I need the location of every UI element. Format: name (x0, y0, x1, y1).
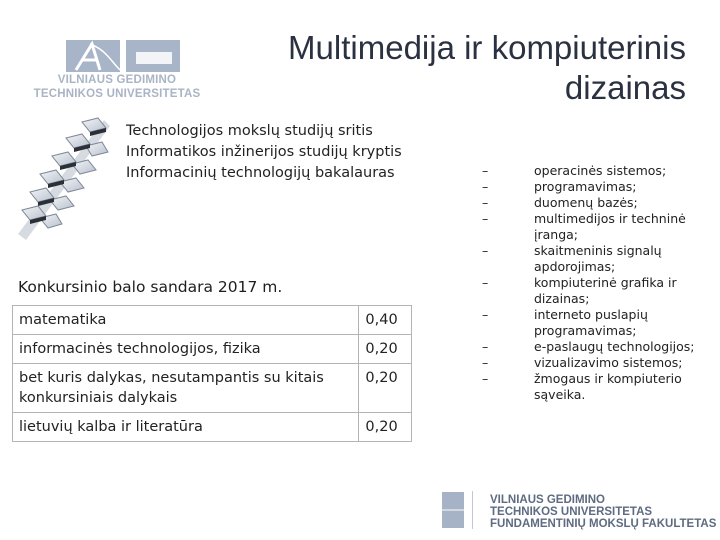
list-item-text: programavimas; (534, 179, 637, 194)
list-item (482, 275, 710, 307)
page-title-line1: Multimedija ir kompiuterinis (288, 29, 686, 66)
list-item-text: žmogaus ir kompiuterio sąveika. (534, 371, 682, 402)
score-table (12, 305, 412, 442)
list-item (482, 211, 710, 243)
dash-bullet: – (482, 307, 489, 322)
list-item (482, 339, 710, 355)
table-row (13, 306, 412, 335)
list-item-text: multimedijos ir techninė įranga; (534, 211, 686, 242)
dash-bullet: – (482, 339, 489, 354)
list-item-text: skaitmeninis signalų apdorojimas; (534, 243, 662, 274)
list-item (482, 163, 710, 179)
dash-bullet: – (482, 355, 489, 370)
dash-bullet: – (482, 179, 489, 194)
program-info (126, 121, 402, 184)
subject-cell: lietuvių kalba ir literatūra (13, 413, 359, 442)
table-row (13, 413, 412, 442)
university-logo (22, 36, 212, 106)
subject-cell: informacinės technologijos, fizika (13, 335, 359, 364)
page-title-line2: dizainas (564, 69, 686, 106)
faculty-emblem-icon (442, 492, 464, 528)
degree-name: Informacinių technologijų bakalauras (126, 165, 395, 181)
subject-cell: bet kuris dalykas, nesutampantis su kitais konkursiniais dalykais (13, 364, 359, 413)
list-item (482, 243, 710, 275)
footer-line2: TECHNIKOS UNIVERSITETAS (490, 506, 653, 518)
list-item (482, 179, 710, 195)
list-item (482, 195, 710, 211)
list-item-text: e-paslaugų technologijos; (534, 339, 695, 354)
logo-text-line2: TECHNIKOS UNIVERSITETAS (33, 88, 201, 100)
list-item-text: interneto puslapių programavimas; (534, 307, 648, 338)
weight-cell: 0,20 (359, 335, 412, 364)
weight-cell: 0,20 (359, 413, 412, 442)
dash-bullet: – (482, 243, 489, 258)
footer-line1: VILNIAUS GEDIMINO (490, 494, 606, 506)
logo-text-line1: VILNIAUS GEDIMINO (57, 74, 177, 86)
list-item (482, 307, 710, 339)
list-item (482, 355, 710, 371)
dash-bullet: – (482, 275, 489, 290)
table-row (13, 364, 412, 413)
study-direction: Informatikos inžinerijos studijų kryptis (126, 144, 402, 160)
table-row (13, 335, 412, 364)
list-item-text: kompiuterinė grafika ir dizainas; (534, 275, 677, 306)
list-item-text: operacinės sistemos; (534, 163, 667, 178)
logo-divider (472, 491, 473, 529)
dash-bullet: – (482, 211, 489, 226)
dash-bullet: – (482, 195, 489, 210)
footer-line3: FUNDAMENTINIŲ MOKSLŲ FAKULTETAS (490, 518, 717, 530)
cubes-illustration (12, 116, 112, 244)
list-item (482, 371, 710, 403)
dash-bullet: – (482, 371, 489, 386)
score-heading: Konkursinio balo sandara 2017 m. (18, 278, 283, 296)
page-title (216, 28, 686, 108)
weight-cell: 0,40 (359, 306, 412, 335)
study-area: Technologijos mokslų studijų sritis (126, 123, 373, 139)
list-item-text: duomenų bazės; (534, 195, 638, 210)
faculty-logo (432, 487, 717, 533)
subject-cell: matematika (13, 306, 359, 335)
weight-cell: 0,20 (359, 364, 412, 413)
list-item-text: vizualizavimo sistemos; (534, 355, 683, 370)
dash-bullet: – (482, 163, 489, 178)
logo-emblem-icon (66, 40, 180, 74)
course-list (482, 163, 710, 403)
